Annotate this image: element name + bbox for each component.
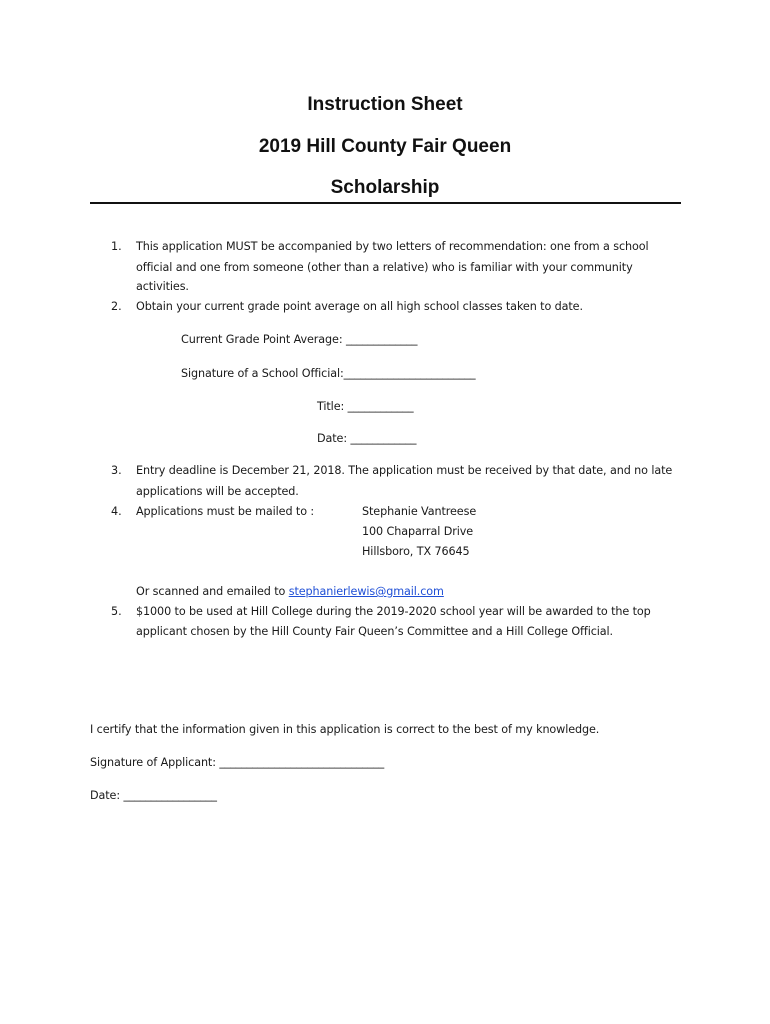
official-date-field[interactable]: Date: ____________ <box>317 432 417 445</box>
item-text-line: activities. <box>136 280 189 293</box>
address-street: 100 Chaparral Drive <box>362 525 474 538</box>
header-divider <box>90 202 681 204</box>
item-number: 5. <box>111 605 122 618</box>
applicant-signature-field[interactable]: Signature of Applicant: ______________________________ <box>90 756 385 769</box>
certification-statement: I certify that the information given in this application is correct to the best of my knowledge. <box>90 723 600 736</box>
item-text-line: $1000 to be used at Hill College during the 2019-2020 school year will be awarded to the top <box>136 605 651 618</box>
item-number: 3. <box>111 464 122 477</box>
official-title-field[interactable]: Title: ____________ <box>317 400 414 413</box>
item-text-line: official and one from someone (other than a relative) who is familiar with your community <box>136 261 633 274</box>
applicant-date-field[interactable]: Date: _________________ <box>90 789 217 802</box>
gpa-field[interactable]: Current Grade Point Average: _____________ <box>181 333 418 346</box>
email-prefix: Or scanned and emailed to <box>136 585 289 598</box>
item-text-line: Obtain your current grade point average on all high school classes taken to date. <box>136 300 583 313</box>
email-line <box>136 585 444 598</box>
item-number: 1. <box>111 240 122 253</box>
item-text-line: applications will be accepted. <box>136 485 299 498</box>
document-subtitle-scholarship: Scholarship <box>330 177 440 198</box>
item-text-line: Applications must be mailed to : <box>136 505 315 518</box>
item-text-line: applicant chosen by the Hill County Fair Queen’s Committee and a Hill College Official. <box>136 625 613 638</box>
item-number: 4. <box>111 505 122 518</box>
address-city: Hillsboro, TX 76645 <box>362 545 470 558</box>
document-subtitle: 2019 Hill County Fair Queen <box>258 136 512 157</box>
item-number: 2. <box>111 300 122 313</box>
item-text-line: Entry deadline is December 21, 2018. The application must be received by that date, and no late <box>136 464 673 477</box>
school-official-signature-field[interactable]: Signature of a School Official:________________________ <box>181 367 476 380</box>
address-name: Stephanie Vantreese <box>362 505 477 518</box>
item-text-line: This application MUST be accompanied by two letters of recommendation: one from a school <box>136 240 649 253</box>
document-title: Instruction Sheet <box>307 94 463 115</box>
email-link[interactable]: stephanierlewis@gmail.com <box>288 585 444 598</box>
